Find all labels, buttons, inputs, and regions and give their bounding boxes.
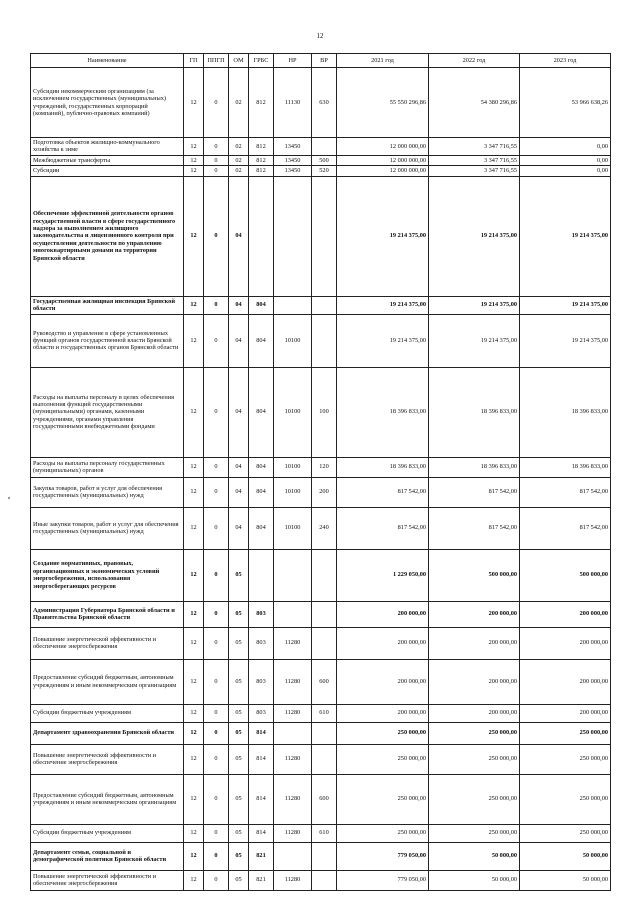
cell-y2021: 817 542,00 — [337, 477, 429, 507]
cell-ppgp: 0 — [204, 774, 229, 824]
cell-ppgp: 0 — [204, 870, 229, 890]
cell-y2021: 18 396 833,00 — [337, 457, 429, 477]
cell-y2022: 250 000,00 — [429, 774, 520, 824]
cell-name: Государственная жилищная инспекция Брянской области — [31, 296, 184, 314]
cell-y2022: 18 396 833,00 — [429, 457, 520, 477]
page-number: 12 — [316, 32, 324, 40]
cell-om: 04 — [229, 457, 249, 477]
cell-gp: 12 — [184, 704, 204, 722]
cell-nr: 10100 — [274, 457, 312, 477]
cell-om: 04 — [229, 477, 249, 507]
table-row — [31, 367, 611, 457]
cell-om: 05 — [229, 722, 249, 744]
header-2023: 2023 год — [520, 54, 611, 68]
header-2021: 2021 год — [337, 54, 429, 68]
table-row — [31, 601, 611, 627]
cell-om: 04 — [229, 314, 249, 367]
cell-name: Предоставление субсидий бюджетным, автономным учреждениям и иным некоммерческим организациям — [31, 659, 184, 704]
cell-y2023: 0,00 — [520, 166, 611, 176]
cell-name: Обеспечение эффективной деятельности органов государственной власти в сфере государственного надзора за выполнением жилищного законодательства и лицензионного контроля при осуществлении деятельности по управлению многоквартирными домами на территории Брянской области — [31, 176, 184, 296]
cell-nr — [274, 549, 312, 601]
cell-om: 02 — [229, 166, 249, 176]
cell-y2021: 779 050,00 — [337, 870, 429, 890]
cell-om: 05 — [229, 870, 249, 890]
cell-vr — [312, 176, 337, 296]
cell-y2023: 250 000,00 — [520, 774, 611, 824]
cell-nr: 13450 — [274, 155, 312, 165]
cell-name: Субсидии — [31, 166, 184, 176]
cell-y2021: 12 000 000,00 — [337, 138, 429, 156]
cell-om: 05 — [229, 659, 249, 704]
table-row — [31, 842, 611, 870]
cell-y2022: 19 214 375,00 — [429, 176, 520, 296]
cell-om: 05 — [229, 842, 249, 870]
cell-y2022: 3 347 716,55 — [429, 138, 520, 156]
cell-name: Субсидии некоммерческим организациям (за исключением государственных (муниципальных) учреждений, государственных корпораций (компаний), публично-правовых компаний) — [31, 68, 184, 138]
cell-grbs: 804 — [249, 314, 274, 367]
cell-nr: 10100 — [274, 477, 312, 507]
cell-nr: 11280 — [274, 659, 312, 704]
cell-ppgp: 0 — [204, 314, 229, 367]
cell-name: Департамент семьи, социальной и демографической политики Брянской области — [31, 842, 184, 870]
cell-gp: 12 — [184, 870, 204, 890]
cell-y2021: 55 550 296,86 — [337, 68, 429, 138]
cell-nr: 10100 — [274, 367, 312, 457]
cell-gp: 12 — [184, 744, 204, 774]
cell-gp: 12 — [184, 507, 204, 549]
cell-grbs: 812 — [249, 68, 274, 138]
cell-y2023: 18 396 833,00 — [520, 367, 611, 457]
cell-y2023: 200 000,00 — [520, 659, 611, 704]
table-row — [31, 659, 611, 704]
cell-y2023: 817 542,00 — [520, 507, 611, 549]
cell-grbs — [249, 176, 274, 296]
cell-grbs: 804 — [249, 296, 274, 314]
cell-name: Повышение энергетической эффективности и обеспечение энергосбережения — [31, 870, 184, 890]
cell-grbs: 803 — [249, 659, 274, 704]
cell-nr: 13450 — [274, 166, 312, 176]
cell-grbs: 812 — [249, 166, 274, 176]
cell-name: Закупка товаров, работ и услуг для обеспечения государственных (муниципальных) нужд — [31, 477, 184, 507]
cell-y2022: 19 214 375,00 — [429, 296, 520, 314]
cell-grbs: 812 — [249, 138, 274, 156]
cell-nr: 11130 — [274, 68, 312, 138]
cell-grbs: 804 — [249, 507, 274, 549]
cell-ppgp: 0 — [204, 704, 229, 722]
cell-name: Руководство и управление в сфере установленных функций органов государственной власти Брянской области и государственных органов Брянской области — [31, 314, 184, 367]
table-row — [31, 870, 611, 890]
cell-y2023: 250 000,00 — [520, 744, 611, 774]
cell-gp: 12 — [184, 722, 204, 744]
header-name: Наименование — [31, 54, 184, 68]
cell-y2023: 50 000,00 — [520, 842, 611, 870]
cell-nr: 11280 — [274, 774, 312, 824]
header-2022: 2022 год — [429, 54, 520, 68]
scan-speck — [8, 497, 10, 499]
cell-om: 05 — [229, 601, 249, 627]
cell-y2021: 200 000,00 — [337, 627, 429, 659]
cell-om: 05 — [229, 627, 249, 659]
cell-y2022: 200 000,00 — [429, 659, 520, 704]
cell-nr: 11280 — [274, 704, 312, 722]
cell-gp: 12 — [184, 842, 204, 870]
cell-grbs: 814 — [249, 722, 274, 744]
cell-y2022: 50 000,00 — [429, 870, 520, 890]
header-ppgp: ППГП — [204, 54, 229, 68]
cell-gp: 12 — [184, 138, 204, 156]
cell-y2021: 1 229 050,00 — [337, 549, 429, 601]
cell-ppgp: 0 — [204, 659, 229, 704]
cell-nr — [274, 176, 312, 296]
cell-vr: 240 — [312, 507, 337, 549]
cell-vr — [312, 314, 337, 367]
cell-ppgp: 0 — [204, 627, 229, 659]
cell-vr: 600 — [312, 774, 337, 824]
cell-ppgp: 0 — [204, 166, 229, 176]
cell-name: Создание нормативных, правовых, организационных и экономических условий энергосбережения, использования энергосберегающих ресурсов — [31, 549, 184, 601]
cell-name: Повышение энергетической эффективности и обеспечение энергосбережения — [31, 627, 184, 659]
table-row — [31, 744, 611, 774]
cell-grbs: 812 — [249, 155, 274, 165]
cell-gp: 12 — [184, 549, 204, 601]
table-row — [31, 507, 611, 549]
cell-ppgp: 0 — [204, 367, 229, 457]
cell-y2021: 19 214 375,00 — [337, 314, 429, 367]
cell-name: Предоставление субсидий бюджетным, автономным учреждениям и иным некоммерческим организациям — [31, 774, 184, 824]
table-row — [31, 68, 611, 138]
cell-ppgp: 0 — [204, 138, 229, 156]
cell-y2023: 200 000,00 — [520, 627, 611, 659]
cell-y2022: 250 000,00 — [429, 744, 520, 774]
cell-grbs: 821 — [249, 842, 274, 870]
cell-y2023: 0,00 — [520, 138, 611, 156]
cell-nr: 13450 — [274, 138, 312, 156]
cell-vr — [312, 870, 337, 890]
cell-ppgp: 0 — [204, 68, 229, 138]
cell-y2023: 200 000,00 — [520, 704, 611, 722]
cell-y2023: 200 000,00 — [520, 601, 611, 627]
cell-name: Подготовка объектов жилищно-коммунального хозяйства к зиме — [31, 138, 184, 156]
table-row — [31, 627, 611, 659]
cell-vr: 200 — [312, 477, 337, 507]
table-row — [31, 774, 611, 824]
cell-name: Администрация Губернатора Брянской области и Правительства Брянской области — [31, 601, 184, 627]
cell-y2022: 3 347 716,55 — [429, 166, 520, 176]
cell-y2021: 19 214 375,00 — [337, 296, 429, 314]
table-row — [31, 176, 611, 296]
cell-y2023: 18 396 833,00 — [520, 457, 611, 477]
cell-ppgp: 0 — [204, 507, 229, 549]
cell-grbs: 804 — [249, 367, 274, 457]
cell-y2021: 200 000,00 — [337, 601, 429, 627]
header-row — [31, 54, 611, 68]
cell-y2021: 250 000,00 — [337, 722, 429, 744]
cell-y2023: 50 000,00 — [520, 870, 611, 890]
table-row — [31, 824, 611, 842]
cell-grbs: 803 — [249, 627, 274, 659]
cell-om: 05 — [229, 774, 249, 824]
cell-nr — [274, 601, 312, 627]
cell-gp: 12 — [184, 601, 204, 627]
cell-grbs: 803 — [249, 601, 274, 627]
cell-ppgp: 0 — [204, 296, 229, 314]
cell-y2021: 779 050,00 — [337, 842, 429, 870]
cell-vr — [312, 296, 337, 314]
cell-vr: 610 — [312, 824, 337, 842]
table-row — [31, 549, 611, 601]
cell-y2021: 250 000,00 — [337, 774, 429, 824]
cell-y2023: 53 966 638,26 — [520, 68, 611, 138]
cell-gp: 12 — [184, 457, 204, 477]
cell-name: Субсидии бюджетным учреждениям — [31, 704, 184, 722]
cell-y2023: 19 214 375,00 — [520, 296, 611, 314]
cell-grbs: 803 — [249, 704, 274, 722]
cell-grbs: 814 — [249, 824, 274, 842]
cell-y2021: 12 000 000,00 — [337, 166, 429, 176]
cell-vr: 120 — [312, 457, 337, 477]
cell-y2023: 500 000,00 — [520, 549, 611, 601]
cell-y2023: 250 000,00 — [520, 824, 611, 842]
cell-gp: 12 — [184, 176, 204, 296]
cell-y2023: 19 214 375,00 — [520, 314, 611, 367]
table-row — [31, 704, 611, 722]
cell-y2022: 50 000,00 — [429, 842, 520, 870]
cell-nr — [274, 842, 312, 870]
cell-vr: 600 — [312, 659, 337, 704]
cell-om: 05 — [229, 824, 249, 842]
cell-gp: 12 — [184, 824, 204, 842]
cell-y2021: 12 000 000,00 — [337, 155, 429, 165]
cell-ppgp: 0 — [204, 744, 229, 774]
cell-y2022: 3 347 716,55 — [429, 155, 520, 165]
cell-gp: 12 — [184, 477, 204, 507]
header-vr: ВР — [312, 54, 337, 68]
cell-y2022: 500 000,00 — [429, 549, 520, 601]
cell-y2023: 19 214 375,00 — [520, 176, 611, 296]
cell-y2022: 200 000,00 — [429, 627, 520, 659]
cell-y2022: 250 000,00 — [429, 722, 520, 744]
cell-y2021: 250 000,00 — [337, 744, 429, 774]
cell-grbs: 804 — [249, 477, 274, 507]
cell-y2021: 200 000,00 — [337, 704, 429, 722]
cell-y2022: 817 542,00 — [429, 507, 520, 549]
cell-vr — [312, 601, 337, 627]
cell-y2023: 250 000,00 — [520, 722, 611, 744]
cell-name: Иные закупки товаров, работ и услуг для обеспечения государственных (муниципальных) нужд — [31, 507, 184, 549]
cell-y2021: 250 000,00 — [337, 824, 429, 842]
cell-nr — [274, 722, 312, 744]
cell-name: Расходы на выплаты персоналу в целях обеспечения выполнения функций государственными (муниципальными) органами, казенными учреждениями, органами управления государственными внебюджетными фондами — [31, 367, 184, 457]
cell-gp: 12 — [184, 155, 204, 165]
cell-om: 02 — [229, 155, 249, 165]
cell-vr: 500 — [312, 155, 337, 165]
cell-y2023: 0,00 — [520, 155, 611, 165]
cell-ppgp: 0 — [204, 824, 229, 842]
cell-name: Расходы на выплаты персоналу государственных (муниципальных) органов — [31, 457, 184, 477]
cell-gp: 12 — [184, 659, 204, 704]
table-row — [31, 166, 611, 176]
cell-y2023: 817 542,00 — [520, 477, 611, 507]
cell-gp: 12 — [184, 774, 204, 824]
cell-y2022: 54 380 296,86 — [429, 68, 520, 138]
cell-nr: 11280 — [274, 824, 312, 842]
cell-vr — [312, 744, 337, 774]
cell-name: Департамент здравоохранения Брянской области — [31, 722, 184, 744]
cell-y2022: 18 396 833,00 — [429, 367, 520, 457]
cell-om: 02 — [229, 138, 249, 156]
header-om: ОМ — [229, 54, 249, 68]
cell-gp: 12 — [184, 627, 204, 659]
cell-om: 04 — [229, 176, 249, 296]
cell-om: 04 — [229, 296, 249, 314]
cell-vr — [312, 549, 337, 601]
cell-vr: 610 — [312, 704, 337, 722]
cell-om: 04 — [229, 367, 249, 457]
cell-y2022: 200 000,00 — [429, 704, 520, 722]
cell-y2021: 18 396 833,00 — [337, 367, 429, 457]
cell-ppgp: 0 — [204, 601, 229, 627]
cell-om: 02 — [229, 68, 249, 138]
table-row — [31, 138, 611, 156]
table-row — [31, 722, 611, 744]
cell-grbs: 804 — [249, 457, 274, 477]
cell-grbs: 821 — [249, 870, 274, 890]
cell-ppgp: 0 — [204, 176, 229, 296]
header-grbs: ГРБС — [249, 54, 274, 68]
cell-vr: 520 — [312, 166, 337, 176]
cell-grbs — [249, 549, 274, 601]
cell-om: 05 — [229, 744, 249, 774]
cell-name: Субсидии бюджетным учреждениям — [31, 824, 184, 842]
cell-grbs: 814 — [249, 774, 274, 824]
cell-vr: 100 — [312, 367, 337, 457]
header-gp: ГП — [184, 54, 204, 68]
cell-vr — [312, 842, 337, 870]
cell-ppgp: 0 — [204, 842, 229, 870]
cell-vr: 630 — [312, 68, 337, 138]
cell-om: 05 — [229, 549, 249, 601]
cell-gp: 12 — [184, 68, 204, 138]
cell-y2022: 19 214 375,00 — [429, 314, 520, 367]
table-row — [31, 457, 611, 477]
header-nr: НР — [274, 54, 312, 68]
cell-ppgp: 0 — [204, 722, 229, 744]
cell-gp: 12 — [184, 296, 204, 314]
cell-y2021: 19 214 375,00 — [337, 176, 429, 296]
table-row — [31, 314, 611, 367]
cell-vr — [312, 627, 337, 659]
cell-vr — [312, 138, 337, 156]
cell-gp: 12 — [184, 314, 204, 367]
cell-y2021: 200 000,00 — [337, 659, 429, 704]
cell-ppgp: 0 — [204, 457, 229, 477]
cell-name: Повышение энергетической эффективности и обеспечение энергосбережения — [31, 744, 184, 774]
cell-ppgp: 0 — [204, 155, 229, 165]
cell-gp: 12 — [184, 166, 204, 176]
cell-nr: 10100 — [274, 314, 312, 367]
cell-nr: 10100 — [274, 507, 312, 549]
cell-nr: 11280 — [274, 744, 312, 774]
cell-om: 04 — [229, 507, 249, 549]
cell-vr — [312, 722, 337, 744]
table-row — [31, 477, 611, 507]
cell-y2021: 817 542,00 — [337, 507, 429, 549]
cell-om: 05 — [229, 704, 249, 722]
cell-ppgp: 0 — [204, 549, 229, 601]
cell-nr: 11280 — [274, 870, 312, 890]
cell-ppgp: 0 — [204, 477, 229, 507]
cell-gp: 12 — [184, 367, 204, 457]
table-row — [31, 155, 611, 165]
budget-table — [30, 53, 611, 891]
cell-nr: 11280 — [274, 627, 312, 659]
cell-y2022: 200 000,00 — [429, 601, 520, 627]
cell-y2022: 817 542,00 — [429, 477, 520, 507]
table-row — [31, 296, 611, 314]
cell-name: Межбюджетные трансферты — [31, 155, 184, 165]
cell-y2022: 250 000,00 — [429, 824, 520, 842]
cell-grbs: 814 — [249, 744, 274, 774]
cell-nr — [274, 296, 312, 314]
